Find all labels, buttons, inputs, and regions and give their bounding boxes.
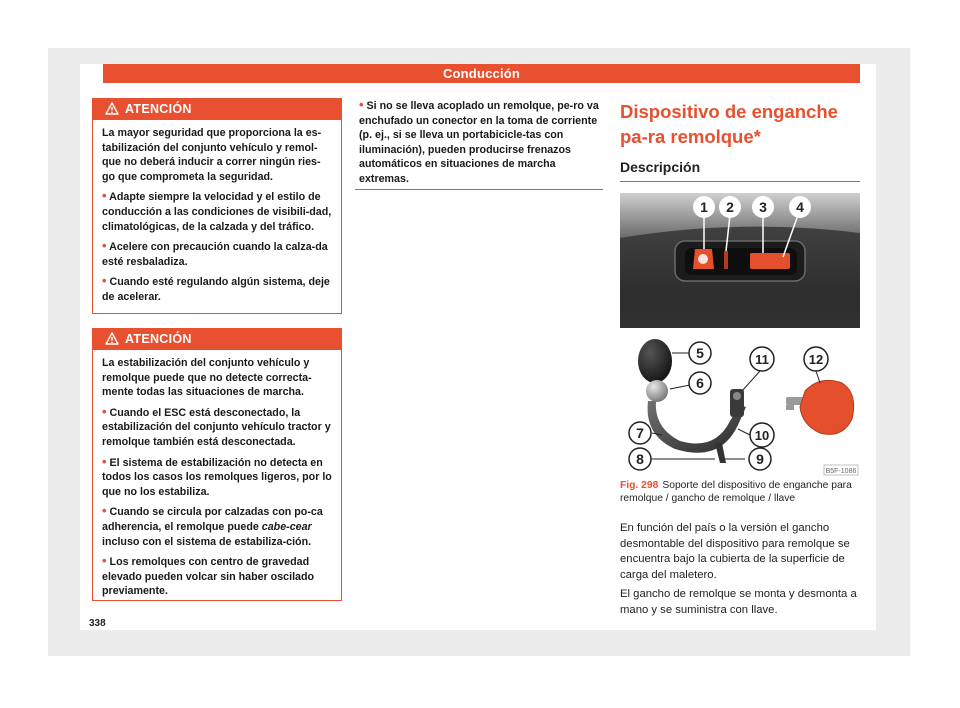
svg-text:12: 12 (808, 352, 824, 367)
figure-illustration (620, 193, 860, 477)
warning-bullet (359, 98, 603, 187)
bullet-text: Acelere con precaución cuando la calza-da esté resbaladiza. (102, 241, 328, 268)
figure-number: Fig. 298 (620, 480, 659, 491)
callout-5 (689, 342, 711, 364)
svg-text:9: 9 (756, 451, 764, 467)
pin-indicator (724, 251, 728, 269)
warning-header (93, 329, 341, 350)
svg-text:10: 10 (754, 428, 770, 443)
warning-box-1 (92, 98, 342, 314)
svg-text:7: 7 (636, 425, 644, 441)
callout-8 (629, 448, 651, 470)
bullet-icon: • (102, 188, 107, 204)
callout-1 (693, 196, 715, 218)
callout-3 (752, 196, 774, 218)
svg-text:2: 2 (726, 199, 734, 215)
warning-continuation (355, 98, 603, 190)
callout-7 (629, 422, 651, 444)
bullet-italic-text: cabe-cear (261, 520, 312, 533)
svg-text:6: 6 (696, 375, 704, 391)
bullet-text: El sistema de estabilización no detecta en todos los casos los remolques ligeros, por lo que no los estabiliza. (102, 456, 332, 498)
bullet-icon: • (102, 403, 107, 419)
bullet-text: Los remolques con centro de gravedad elevado pueden volcar sin haber oscilado previamente. (102, 556, 315, 598)
warning-bullet (102, 274, 333, 304)
bullet-text: Adapte siempre la velocidad y el estilo de conducción a las condiciones de visibili-dad, climatológicas, de la calzada y del tráfico. (102, 191, 332, 233)
svg-text:8: 8 (636, 451, 644, 467)
bullet-text: Cuando el ESC está desconectado, la estabilización del conjunto vehículo tractor y remolque también está desconectada. (102, 406, 331, 448)
callout-9 (749, 448, 771, 470)
warning-bullet (102, 189, 333, 234)
callout-4 (789, 196, 811, 218)
callout-6 (689, 372, 711, 394)
callout-2 (719, 196, 741, 218)
warning-triangle-icon (105, 102, 119, 115)
warning-intro: La estabilización del conjunto vehículo y remolque puede que no detecte correcta-mente todas las situaciones de marcha. (102, 357, 312, 399)
warning-triangle-icon (105, 332, 119, 345)
svg-text:4: 4 (796, 199, 804, 215)
warning-bullet (102, 554, 333, 599)
tow-ball (646, 380, 668, 402)
warning-body (93, 350, 341, 610)
bullet-icon: • (102, 238, 107, 254)
caption-text: Soporte del dispositivo de enganche para remolque / gancho de remolque / llave (620, 480, 852, 504)
warning-body (93, 120, 341, 316)
svg-text:1: 1 (700, 199, 708, 215)
figure-code: B5F-1086 (825, 468, 857, 475)
warning-bullet (102, 504, 333, 549)
lock-knob (733, 392, 741, 400)
bullet-icon: • (102, 553, 107, 569)
warning-header (93, 99, 341, 120)
bullet-text: Cuando se circula por calzadas con po-ca adherencia, el remolque puede (102, 506, 323, 533)
paragraph: El gancho de remolque se monta y desmonta a mano y se suministra con llave. (620, 588, 857, 616)
bullet-icon: • (102, 503, 107, 519)
body-text (620, 521, 865, 622)
chapter-header: Conducción (103, 64, 860, 83)
bullet-icon: • (102, 453, 107, 469)
bullet-text: Si no se lleva acoplado un remolque, pe-ro va enchufado un conector en la toma de corriente (p. ej., si se lleva un portabicicle-tas con iluminación), pueden producirse frenazos automáticos en situaciones de marcha extremas. (359, 100, 599, 185)
bullet-text: Cuando esté regulando algún sistema, deje de acelerar. (102, 276, 330, 303)
svg-text:3: 3 (759, 199, 767, 215)
callout-10 (750, 423, 774, 447)
section-subtitle: Descripción (620, 159, 860, 182)
figure-caption (620, 480, 865, 505)
callout-11 (750, 347, 774, 371)
warning-box-2 (92, 328, 342, 601)
callout-12 (804, 347, 828, 371)
warning-title: ATENCIÓN (125, 332, 192, 346)
warning-bullet (102, 405, 333, 450)
paragraph: En función del país o la versión el gancho desmontable del dispositivo para remolque se encuentra bajo la cubierta de la superficie de carga del maletero. (620, 522, 850, 581)
page-number: 338 (89, 618, 106, 629)
bullet-icon: • (359, 97, 364, 112)
svg-text:11: 11 (755, 352, 769, 367)
section-title: Dispositivo de enganche pa-ra remolque* (620, 101, 838, 147)
warning-title: ATENCIÓN (125, 102, 192, 116)
bullet-text: incluso con el sistema de estabiliza-ción. (102, 535, 312, 548)
warning-bullet (102, 239, 333, 269)
warning-intro: La mayor seguridad que proporciona la es-tabilización del conjunto vehículo y remol-que no deberá inducir a correr ningún ries-go que comprometa la seguridad. (102, 127, 322, 183)
plug-socket (698, 254, 708, 264)
svg-text:5: 5 (696, 345, 704, 361)
tow-hitch-illustration (620, 193, 860, 477)
warning-bullet (102, 455, 333, 500)
ball-cap (638, 339, 672, 383)
bullet-icon: • (102, 273, 107, 289)
